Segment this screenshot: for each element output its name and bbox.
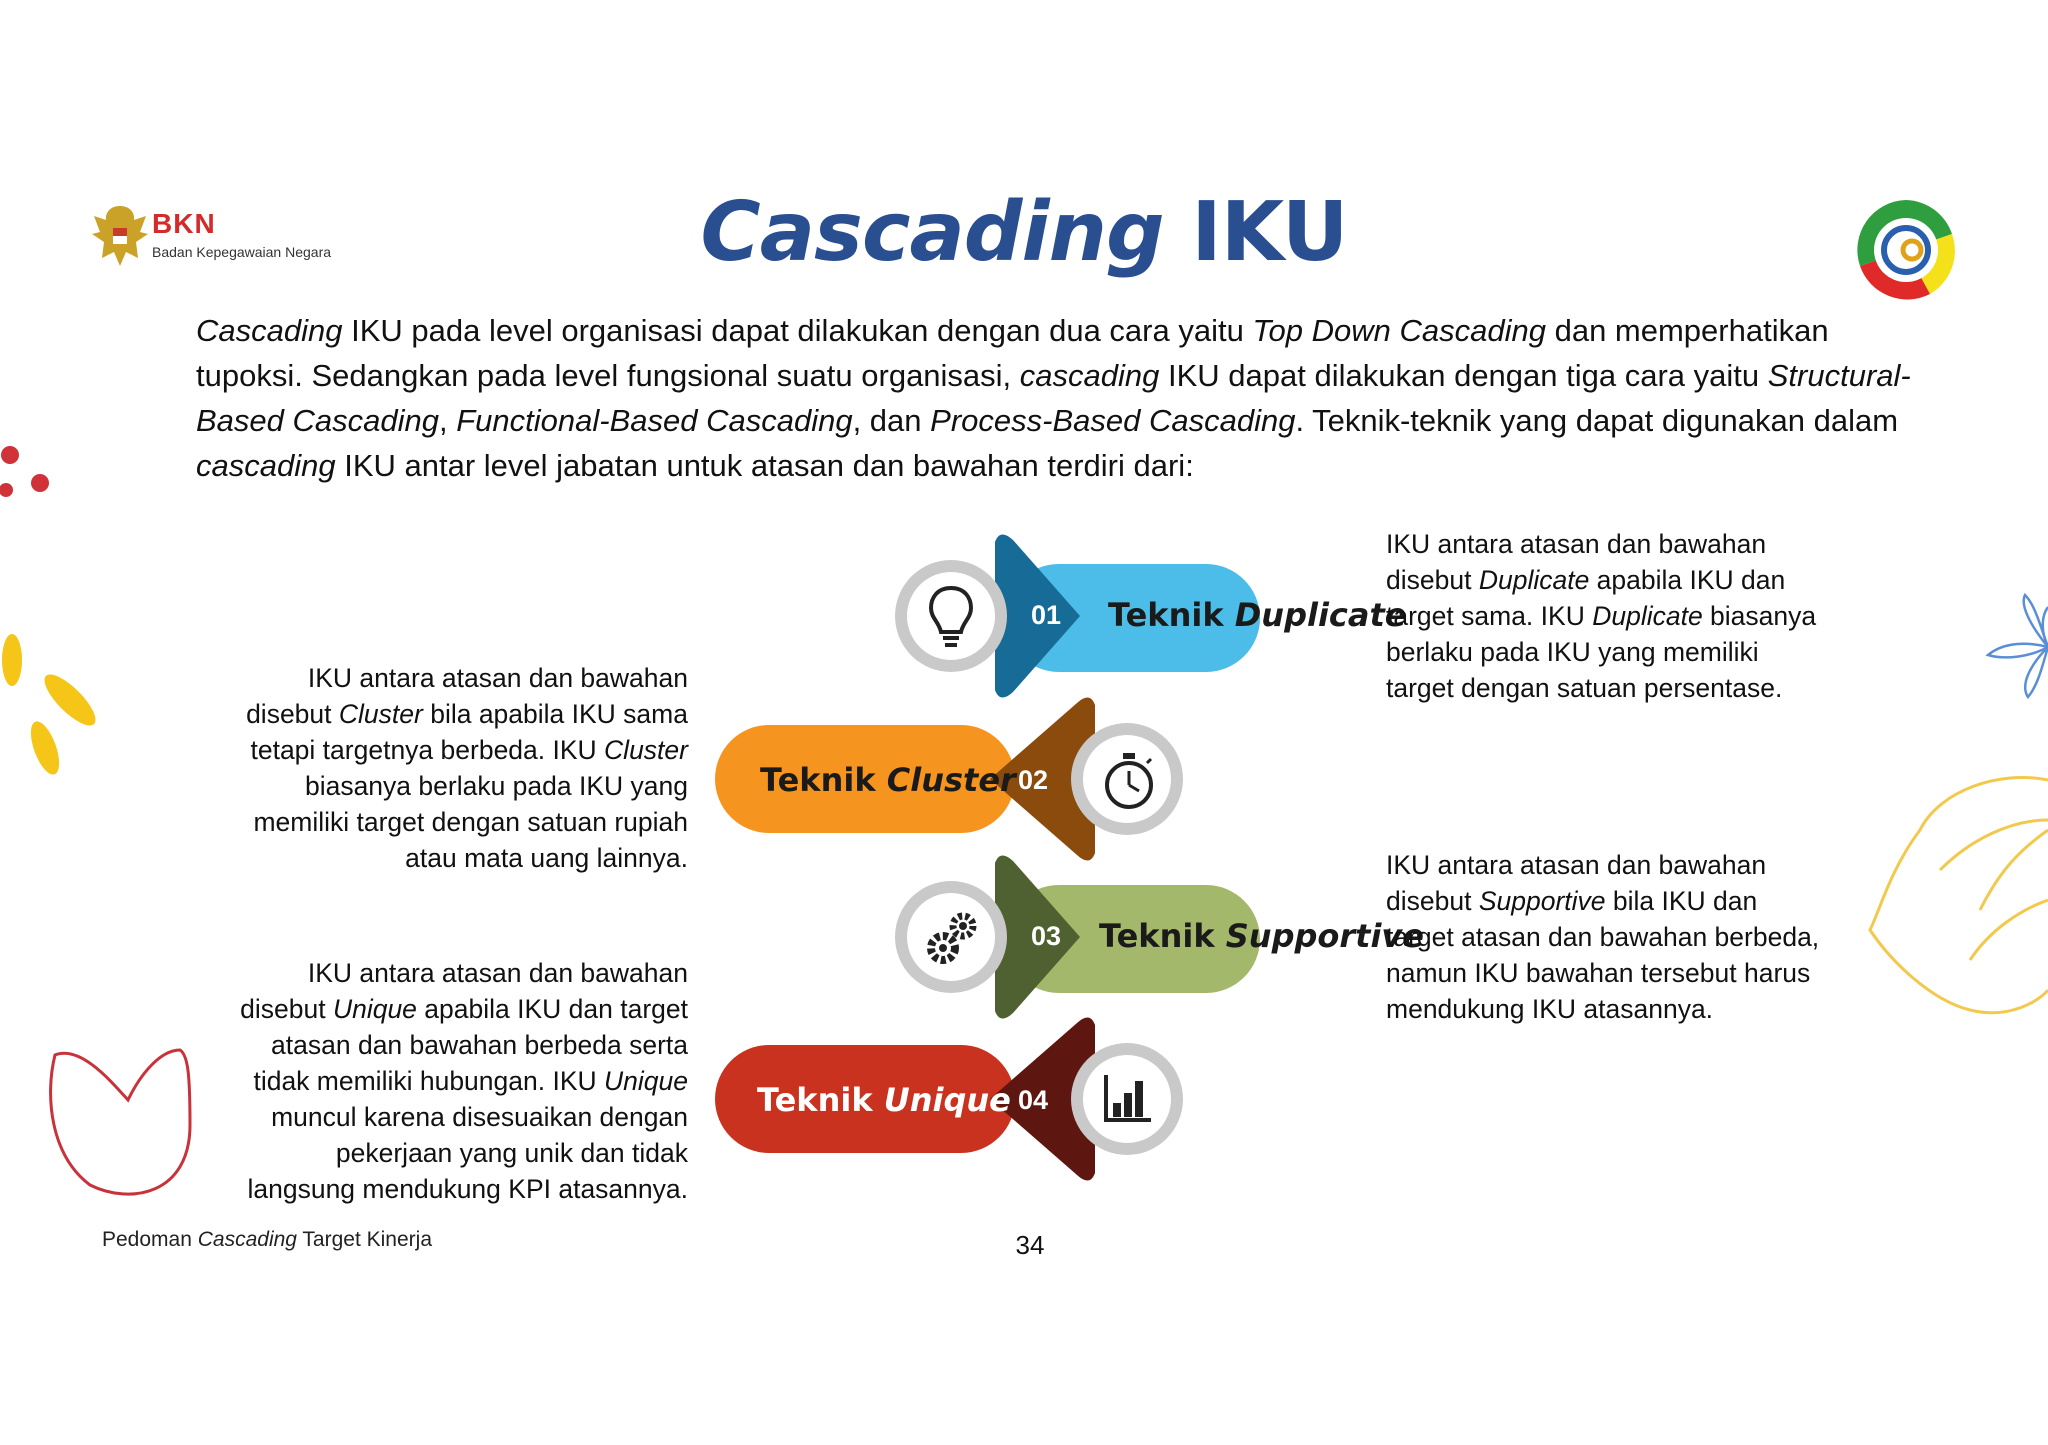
description-line: IKU antara atasan dan bawahan <box>1386 850 1767 880</box>
intro-term: Structural-Based Cascading <box>196 358 1911 438</box>
description-term: Duplicate <box>1478 565 1590 595</box>
intro-text: IKU dapat dilakukan dengan tiga cara yaitu <box>1159 358 1768 393</box>
description-line: mendukung IKU atasannya. <box>1386 994 1714 1024</box>
description-term: Unique <box>604 1066 688 1096</box>
description-text: apabila IKU dan <box>1589 565 1786 595</box>
intro-term: Cascading <box>196 313 343 348</box>
technique-label-prefix: Teknik <box>1099 917 1226 955</box>
description-line: namun IKU bawahan tersebut harus <box>1386 958 1811 988</box>
description-line <box>180 1063 688 1099</box>
gears-icon <box>923 908 981 968</box>
description-text: tidak memiliki hubungan. IKU <box>253 1066 605 1096</box>
technique-number: 03 <box>1031 921 1062 951</box>
description-term: Unique <box>332 994 417 1024</box>
description-term: Supportive <box>1478 886 1606 916</box>
technique-label-italic: Duplicate <box>1234 596 1407 634</box>
stopwatch-icon <box>1101 751 1157 811</box>
technique-01-duplicate <box>895 532 1407 700</box>
description-line: IKU antara atasan dan bawahan <box>307 958 688 988</box>
technique-label-italic: Cluster <box>886 761 1016 799</box>
description-term: Duplicate <box>1592 601 1703 631</box>
description-line <box>1386 883 1946 919</box>
page-number: 34 <box>1015 1230 1045 1260</box>
intro-term: Functional-Based Cascading <box>456 403 853 438</box>
description-text: disebut <box>240 994 333 1024</box>
description-line: muncul karena disesuaikan dengan <box>271 1102 688 1132</box>
decorative-yellow-leaves <box>0 630 110 780</box>
technique-02-cluster <box>715 695 1185 863</box>
technique-03-supportive <box>895 853 1424 1021</box>
description-text: tetapi targetnya berbeda. IKU <box>250 735 605 765</box>
technique-label <box>757 1081 1011 1119</box>
intro-text: dan memperhatikan tupoksi. Sedangkan pada level fungsional suatu organisasi, <box>196 313 1829 393</box>
footer-term: Cascading <box>197 1228 297 1251</box>
description-supportive <box>1386 847 1946 1027</box>
description-text: bila apabila IKU sama <box>422 699 688 729</box>
page-title-italic: Cascading <box>700 185 1164 280</box>
description-line: pekerjaan yang unik dan tidak <box>335 1138 688 1168</box>
description-line: atau mata uang lainnya. <box>405 843 688 873</box>
page-title-rest: IKU <box>1163 185 1348 280</box>
description-line <box>180 732 688 768</box>
logo-abbreviation: BKN <box>152 208 216 239</box>
lightbulb-icon <box>925 582 977 650</box>
description-text: target sama. IKU <box>1386 601 1593 631</box>
description-text: bila IKU dan <box>1605 886 1758 916</box>
decorative-blue-flower-outline <box>1980 585 2048 705</box>
description-line: berlaku pada IKU yang memiliki <box>1386 637 1759 667</box>
intro-term: Top Down Cascading <box>1252 313 1546 348</box>
intro-text: IKU pada level organisasi dapat dilakukan dengan dua cara yaitu <box>342 313 1253 348</box>
technique-label-italic: Unique <box>883 1081 1011 1119</box>
description-line: atasan dan bawahan berbeda serta <box>271 1030 688 1060</box>
description-line: IKU antara atasan dan bawahan <box>307 663 688 693</box>
intro-text: IKU antar level jabatan untuk atasan dan bawahan terdiri dari: <box>335 448 1194 483</box>
description-cluster <box>180 660 688 876</box>
intro-text: , dan <box>852 403 931 438</box>
footer-document-title <box>102 1228 432 1252</box>
bar-chart-icon <box>1103 1073 1153 1123</box>
footer-text: Pedoman <box>102 1228 198 1251</box>
description-text: biasanya <box>1702 601 1817 631</box>
description-duplicate <box>1386 526 1906 706</box>
description-unique <box>180 955 688 1207</box>
description-text: disebut <box>246 699 339 729</box>
description-text: apabila IKU dan target <box>416 994 688 1024</box>
description-term: Cluster <box>338 699 423 729</box>
footer-text: Target Kinerja <box>296 1228 432 1251</box>
description-text: disebut <box>1386 565 1479 595</box>
description-line: IKU antara atasan dan bawahan <box>1386 529 1767 559</box>
bkn-round-emblem-icon <box>1856 200 1956 300</box>
intro-text: , <box>439 403 457 438</box>
technique-label-prefix: Teknik <box>757 1081 884 1119</box>
technique-label-italic: Supportive <box>1225 917 1424 955</box>
technique-number: 04 <box>1018 1085 1049 1115</box>
description-term: Cluster <box>604 735 688 765</box>
description-line: target atasan dan bawahan berbeda, <box>1386 922 1820 952</box>
intro-paragraph <box>196 308 1916 488</box>
technique-label-prefix: Teknik <box>760 761 887 799</box>
description-line: memiliki target dengan satuan rupiah <box>253 807 688 837</box>
technique-label <box>1108 596 1406 634</box>
page-title <box>0 185 2048 280</box>
description-line <box>1386 598 1906 634</box>
intro-term: Process-Based Cascading <box>930 403 1296 438</box>
description-line: target dengan satuan persentase. <box>1386 673 1783 703</box>
description-line <box>180 696 688 732</box>
description-line <box>180 991 688 1027</box>
decorative-red-dots <box>0 440 60 510</box>
technique-label-prefix: Teknik <box>1108 596 1235 634</box>
intro-term: cascading <box>196 448 336 483</box>
description-text: disebut <box>1386 886 1479 916</box>
logo-organization-name: Badan Kepegawaian Negara <box>152 244 332 260</box>
intro-term: cascading <box>1019 358 1160 393</box>
technique-label <box>1099 917 1424 955</box>
technique-04-unique <box>715 1015 1185 1183</box>
description-line: langsung mendukung KPI atasannya. <box>247 1174 688 1204</box>
technique-number: 02 <box>1018 765 1049 795</box>
intro-text: . Teknik-teknik yang dapat digunakan dalam <box>1295 403 1899 438</box>
description-line <box>1386 562 1906 598</box>
description-line: biasanya berlaku pada IKU yang <box>304 771 688 801</box>
technique-label <box>760 761 1016 799</box>
technique-number: 01 <box>1031 600 1062 630</box>
